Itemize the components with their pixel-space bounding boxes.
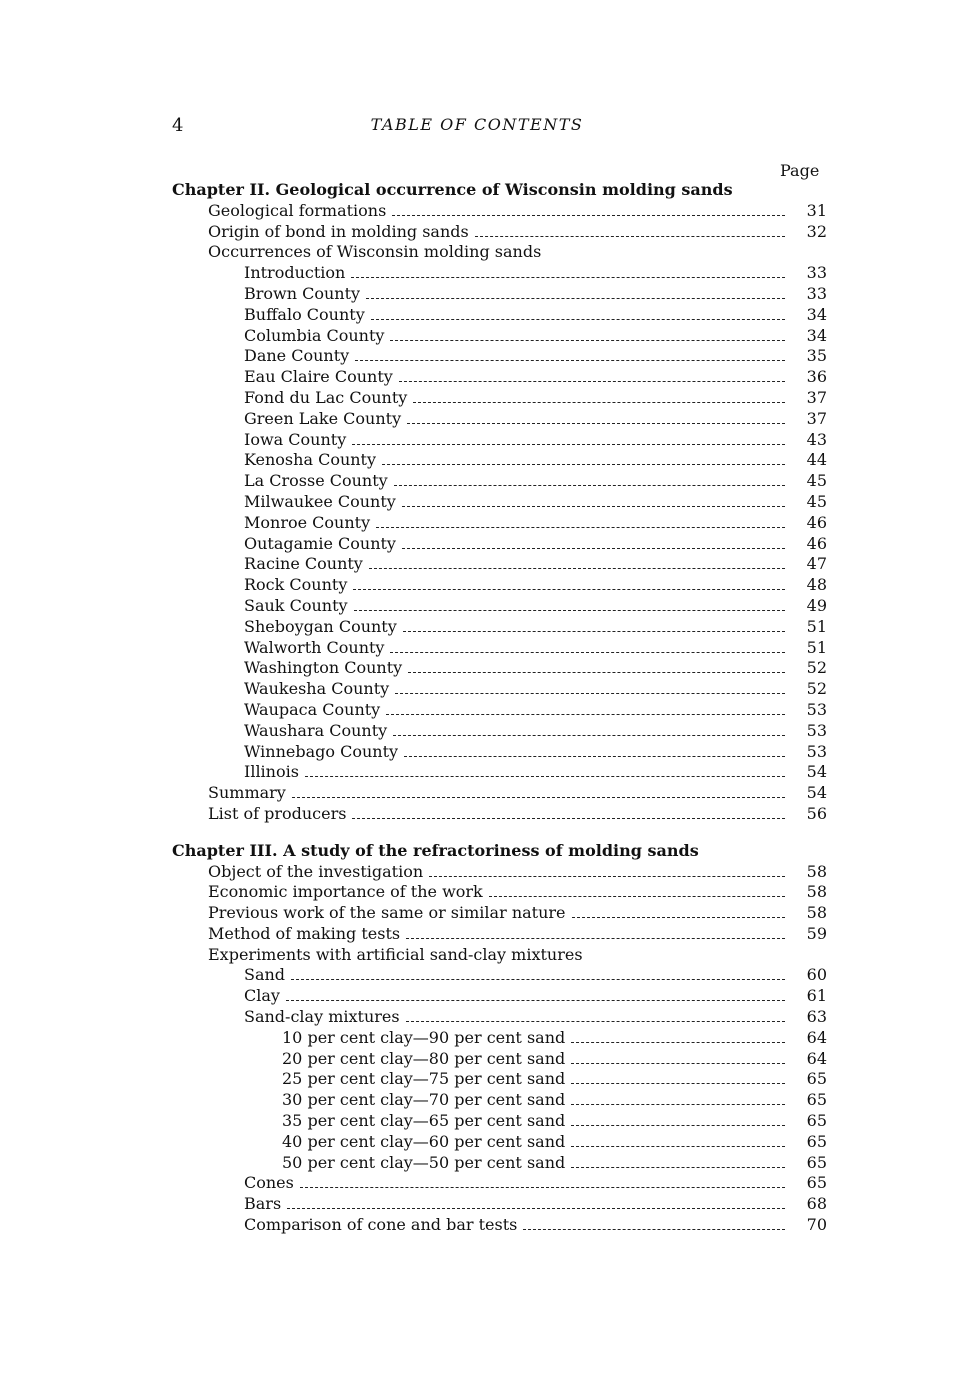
entry-title: Eau Claire County [244,367,393,387]
dot-leader [404,756,785,757]
toc-entry [172,965,827,986]
entry-page: 37 [806,387,827,407]
dot-leader [351,277,785,278]
dot-leader [390,652,785,653]
toc-entry [172,804,827,825]
dot-leader [571,1042,785,1043]
entry-title: Previous work of the same or similar nature [208,903,566,923]
dot-leader [571,1104,785,1105]
entry-title: Economic importance of the work [208,882,483,902]
entry-title: Method of making tests [208,923,401,943]
section-title: Experiments with artificial sand-clay mixtures [208,944,583,964]
entry-page: 43 [806,429,827,449]
toc-entry [172,284,827,305]
dot-leader [395,693,785,694]
dot-leader [371,319,785,320]
toc-entry [172,1007,827,1028]
entry-title: Clay [244,986,280,1006]
entry-page: 47 [806,554,827,574]
toc-entry [172,903,827,924]
entry-page: 37 [806,408,827,428]
entry-page: 53 [806,699,827,719]
dot-leader [403,631,785,632]
entry-page: 32 [806,221,827,241]
entry-page: 68 [806,1194,827,1214]
dot-leader [369,568,785,569]
entry-title: Monroe County [244,512,371,532]
section-heading [172,242,827,263]
entry-page: 45 [806,471,827,491]
toc-entry [172,554,827,575]
toc-entry [172,492,827,513]
section-title: Occurrences of Wisconsin molding sands [208,242,542,262]
toc-entry [172,762,827,783]
entry-title: Comparison of cone and bar tests [244,1215,518,1235]
dot-leader [413,402,785,403]
dot-leader [394,485,785,486]
entry-page: 65 [806,1069,827,1089]
entry-title: Bars [244,1194,282,1214]
toc-entry [172,513,827,534]
entry-page: 33 [806,283,827,303]
dot-leader [402,506,785,507]
entry-page: 52 [806,658,827,678]
entry-page: 34 [806,304,827,324]
mixture-list [172,1028,827,1174]
toc-entry [172,658,827,679]
entry-title: Object of the investigation [208,861,424,881]
entry-title: Fond du Lac County [244,387,408,407]
dot-leader [392,215,785,216]
dot-leader [429,876,785,877]
entry-page: 51 [806,637,827,657]
entry-page: 56 [806,803,827,823]
chapter-heading [172,841,827,862]
entry-title: 50 per cent clay—50 per cent sand [282,1152,566,1172]
entry-page: 34 [806,325,827,345]
toc-entry [172,1111,827,1132]
entry-page: 70 [806,1215,827,1235]
entry-page: 65 [806,1131,827,1151]
dot-leader [523,1229,785,1230]
dot-leader [382,464,785,465]
entry-title: 25 per cent clay—75 per cent sand [282,1069,566,1089]
dot-leader [291,979,785,980]
toc-entry [172,617,827,638]
dot-leader [572,917,785,918]
toc-entry [172,534,827,555]
section-heading [172,945,827,966]
chapter3-entries [172,862,827,945]
entry-title: Waupaca County [244,699,381,719]
entry-title: Geological formations [208,200,387,220]
entry-page: 46 [806,512,827,532]
toc-entry [172,305,827,326]
toc-entry [172,882,827,903]
entry-title: Milwaukee County [244,491,396,511]
entry-title: 40 per cent clay—60 per cent sand [282,1131,566,1151]
toc-entry [172,1132,827,1153]
entry-title: Dane County [244,346,350,366]
toc-entry [172,1049,827,1070]
entry-title: Columbia County [244,325,385,345]
toc-entry [172,1069,827,1090]
toc-entry [172,409,827,430]
toc-entry [172,1090,827,1111]
entry-title: Brown County [244,283,361,303]
chapter-title: Chapter II. Geological occurrence of Wisconsin molding sands [172,180,733,199]
entry-page: 61 [806,986,827,1006]
page-number: 4 [172,115,184,136]
dot-leader [354,610,785,611]
entry-page: 54 [806,762,827,782]
entry-title: Walworth County [244,637,385,657]
dot-leader [305,776,785,777]
toc-entry [172,326,827,347]
entry-title: Iowa County [244,429,347,449]
dot-leader [366,298,785,299]
entry-title: 10 per cent clay—90 per cent sand [282,1027,566,1047]
entry-title: 30 per cent clay—70 per cent sand [282,1090,566,1110]
entry-title: Sand [244,965,286,985]
dot-leader [399,381,785,382]
toc-entry [172,862,827,883]
dot-leader [489,896,785,897]
county-list [172,263,827,783]
entry-page: 58 [806,882,827,902]
entry-title: Kenosha County [244,450,377,470]
entry-page: 65 [806,1173,827,1193]
entry-page: 58 [806,861,827,881]
entry-title: Waushara County [244,720,388,740]
dot-leader [407,423,785,424]
dot-leader [300,1187,785,1188]
dot-leader [287,1208,785,1209]
toc-entry [172,1173,827,1194]
entry-page: 65 [806,1090,827,1110]
entry-title: 20 per cent clay—80 per cent sand [282,1048,566,1068]
entry-page: 59 [806,923,827,943]
entry-page: 65 [806,1152,827,1172]
dot-leader [292,797,785,798]
entry-page: 44 [806,450,827,470]
entry-title: Summary [208,783,286,803]
toc-entry [172,596,827,617]
chapter-heading [172,180,827,201]
experiment-tail-list [172,1173,827,1235]
dot-leader [386,714,785,715]
toc-entry [172,263,827,284]
running-title: TABLE OF CONTENTS [370,115,584,134]
toc-entry [172,783,827,804]
dot-leader [390,340,785,341]
table-of-contents [172,180,827,1236]
entry-title: Waukesha County [244,679,390,699]
toc-entry [172,430,827,451]
toc-entry [172,1153,827,1174]
entry-page: 48 [806,575,827,595]
toc-entry [172,222,827,243]
entry-page: 35 [806,346,827,366]
entry-title: Introduction [244,263,346,283]
entry-page: 31 [806,200,827,220]
entry-page: 46 [806,533,827,553]
toc-entry [172,638,827,659]
entry-page: 64 [806,1048,827,1068]
toc-entry [172,700,827,721]
dot-leader [408,672,785,673]
chapter-title: Chapter III. A study of the refractoriness of molding sands [172,840,699,860]
dot-leader [376,527,785,528]
entry-title: Sheboygan County [244,616,397,636]
dot-leader [286,1000,785,1001]
entry-title: Washington County [244,658,403,678]
entry-title: Rock County [244,575,348,595]
entry-title: Sauk County [244,595,348,615]
entry-page: 45 [806,491,827,511]
toc-entry [172,742,827,763]
entry-page: 65 [806,1111,827,1131]
entry-title: Buffalo County [244,304,365,324]
dot-leader [402,548,785,549]
entry-title: Sand-clay mixtures [244,1007,400,1027]
dot-leader [406,1021,785,1022]
entry-page: 52 [806,679,827,699]
toc-entry [172,201,827,222]
dot-leader [355,360,785,361]
dot-leader [571,1146,785,1147]
entry-title: List of producers [208,803,347,823]
dot-leader [352,818,785,819]
entry-title: Outagamie County [244,533,396,553]
dot-leader [571,1167,785,1168]
toc-entry [172,679,827,700]
entry-title: Illinois [244,762,299,782]
entry-page: 58 [806,903,827,923]
toc-entry [172,924,827,945]
entry-title: 35 per cent clay—65 per cent sand [282,1111,566,1131]
dot-leader [352,444,785,445]
toc-entry [172,471,827,492]
entry-page: 53 [806,741,827,761]
toc-entry [172,450,827,471]
entry-title: Green Lake County [244,408,402,428]
entry-title: Cones [244,1173,294,1193]
dot-leader [571,1125,785,1126]
page-column-label: Page [780,161,820,180]
toc-entry [172,367,827,388]
toc-entry [172,575,827,596]
dot-leader [571,1063,785,1064]
entry-page: 33 [806,263,827,283]
toc-entry [172,346,827,367]
entry-page: 51 [806,616,827,636]
entry-page: 54 [806,783,827,803]
entry-title: Origin of bond in molding sands [208,221,469,241]
entry-page: 60 [806,965,827,985]
entry-page: 36 [806,367,827,387]
entry-page: 49 [806,595,827,615]
toc-entry [172,1215,827,1236]
dot-leader [393,735,785,736]
entry-title: Racine County [244,554,363,574]
dot-leader [571,1083,785,1084]
toc-entry [172,1194,827,1215]
entry-title: Winnebago County [244,741,399,761]
dot-leader [475,236,785,237]
entry-title: La Crosse County [244,471,388,491]
toc-entry [172,388,827,409]
toc-entry [172,1028,827,1049]
dot-leader [406,938,785,939]
dot-leader [353,589,785,590]
entry-page: 63 [806,1007,827,1027]
entry-page: 53 [806,720,827,740]
toc-entry [172,721,827,742]
toc-entry [172,986,827,1007]
entry-page: 64 [806,1027,827,1047]
